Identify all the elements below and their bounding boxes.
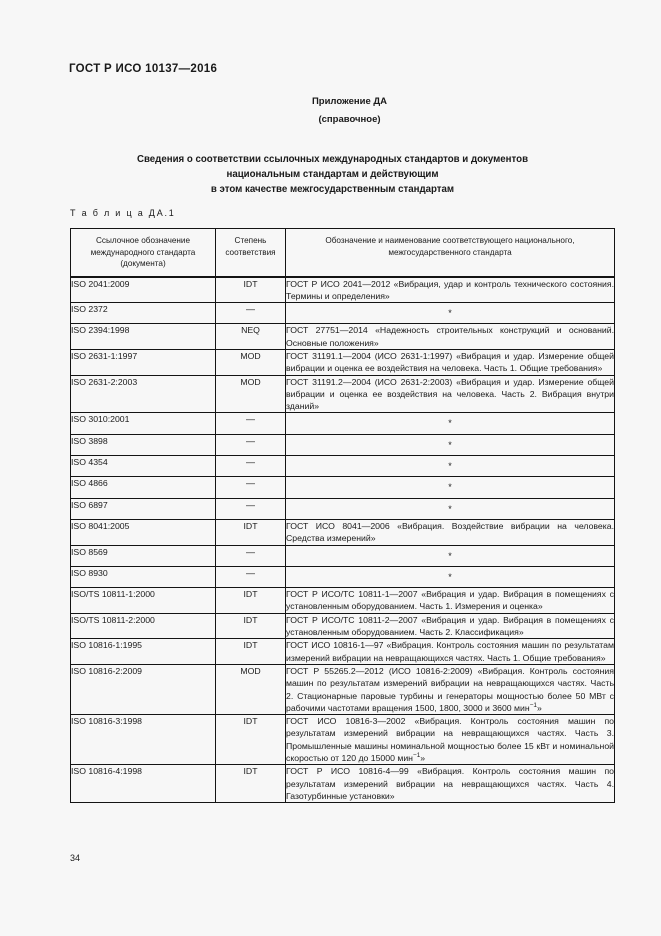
table-row	[71, 413, 615, 434]
asterisk-symbol: *	[448, 418, 452, 429]
page-title-line-2: национальным стандартам и действующим	[226, 169, 439, 180]
cell-national: ГОСТ Р ИСО 10816-4—99 «Вибрация. Контроль состояния машин по результатам измерений вибрации на невращающихся частях. Часть 4. Газотурбинные установки»	[286, 766, 614, 801]
cell-national-asterisk	[286, 303, 615, 324]
table-row	[71, 277, 615, 303]
cell-degree: MOD	[216, 664, 286, 714]
cell-reference: ISO 10816-4:1998	[71, 765, 216, 803]
table-row	[71, 477, 615, 498]
table-row	[71, 498, 615, 519]
cell-degree: IDT	[216, 613, 286, 639]
cell-national: ГОСТ ИСО 10816-3—2002 «Вибрация. Контроль состояния машин по результатам измерений вибрации на невращающихся частях. Часть 3. Промышленные машины номинальной мощностью более 15 кВт и номинальной скоростью от 120 до 15000 мин$^{-1}$»	[286, 716, 614, 763]
cell-degree: IDT	[216, 588, 286, 614]
table-row	[71, 349, 615, 375]
cell-reference: ISO 8569	[71, 545, 216, 566]
column-header-reference-line-3: (документа)	[120, 259, 166, 268]
cell-degree: IDT	[216, 519, 286, 545]
table-row	[71, 375, 615, 413]
asterisk-symbol: *	[448, 308, 452, 319]
table-row	[71, 303, 615, 324]
dash-symbol: —	[246, 546, 255, 557]
cell-reference: ISO/TS 10811-2:2000	[71, 613, 216, 639]
cell-degree: IDT	[216, 765, 286, 803]
cell-national: ГОСТ Р ИСО/ТС 10811-1—2007 «Вибрация и удар. Вибрация в помещениях с установленным оборудованием. Часть 1. Измерения и оценка»	[286, 589, 614, 612]
cell-degree: NEQ	[216, 324, 286, 350]
cell-reference: ISO 4866	[71, 477, 216, 498]
correspondence-table	[70, 228, 615, 803]
dash-symbol: —	[246, 478, 255, 489]
cell-reference: ISO 8930	[71, 566, 216, 587]
column-header-national-line-2: межгосударственного стандарта	[388, 247, 512, 257]
superscript-minus-one: −1	[529, 701, 537, 709]
cell-degree: IDT	[216, 715, 286, 765]
dash-symbol: —	[246, 414, 255, 425]
column-header-reference-line-1: Ссылочное обозначение	[95, 236, 191, 245]
dash-symbol: —	[246, 567, 255, 578]
cell-reference: ISO 10816-3:1998	[71, 715, 216, 765]
dash-symbol: —	[246, 457, 255, 468]
cell-national: ГОСТ 27751—2014 «Надежность строительных конструкций и оснований. Основные положения»	[286, 325, 614, 348]
table-row	[71, 765, 615, 803]
cell-reference: ISO 2041:2009	[71, 277, 216, 303]
cell-national: ГОСТ ИСО 8041—2006 «Вибрация. Воздействие вибрации на человека. Средства измерений»	[286, 520, 614, 544]
table-row	[71, 613, 615, 639]
cell-national-asterisk	[286, 456, 615, 477]
table-row	[71, 324, 615, 350]
cell-degree	[216, 303, 286, 324]
annex-subtitle: (справочное)	[318, 114, 381, 125]
cell-degree	[216, 498, 286, 519]
column-header-reference-line-2: международного стандарта	[90, 247, 196, 257]
table-body	[71, 277, 615, 803]
cell-reference: ISO 6897	[71, 498, 216, 519]
cell-national: ГОСТ Р 55265.2—2012 (ИСО 10816-2:2009) «Вибрация. Контроль состояния машин по результатам измерений вибрации на невращающихся частях. Часть 2. Стационарные паровые турбины и генераторы мощностью более 50 МВт с рабочими частотами вращения 1500, 1800, 3000 и 3600 мин$^{-1}$»	[286, 665, 614, 713]
column-header-national-line-1: Обозначение и наименование соответствующего национального,	[325, 236, 575, 245]
cell-degree	[216, 566, 286, 587]
cell-national-asterisk	[286, 545, 615, 566]
asterisk-symbol: *	[448, 503, 452, 514]
standard-designation-header: ГОСТ Р ИСО 10137—2016	[69, 63, 218, 75]
cell-degree: IDT	[216, 639, 286, 665]
dash-symbol: —	[246, 499, 255, 510]
cell-national: ГОСТ Р ИСО 2041—2012 «Вибрация, удар и контроль технического состояния. Термины и определения»	[286, 278, 614, 301]
table-row	[71, 434, 615, 455]
cell-degree: IDT	[216, 277, 286, 303]
column-header-reference	[71, 229, 216, 277]
column-header-national	[286, 229, 615, 277]
cell-reference: ISO 3010:2001	[71, 413, 216, 434]
page-title	[60, 152, 605, 197]
cell-national: ГОСТ Р ИСО/ТС 10811-2—2007 «Вибрация и удар. Вибрация в помещениях с установленным оборудованием. Часть 2. Классификация»	[286, 614, 614, 638]
cell-reference: ISO 3898	[71, 434, 216, 455]
table-row	[71, 715, 615, 765]
cell-national-asterisk	[286, 477, 615, 498]
cell-reference: ISO 8041:2005	[71, 519, 216, 545]
table-header-row	[71, 229, 615, 277]
annex-heading	[0, 93, 661, 129]
cell-reference: ISO 2394:1998	[71, 324, 216, 350]
cell-reference: ISO 10816-2:2009	[71, 664, 216, 714]
annex-title: Приложение ДА	[311, 96, 388, 107]
cell-national-asterisk	[286, 434, 615, 455]
table-row	[71, 519, 615, 545]
cell-degree: MOD	[216, 349, 286, 375]
page-title-line-1: Сведения о соответствии ссылочных международных стандартов и документов	[136, 154, 529, 165]
asterisk-symbol: *	[448, 482, 452, 493]
cell-degree	[216, 456, 286, 477]
cell-national: ГОСТ ИСО 10816-1—97 «Вибрация. Контроль состояния машин по результатам измерений вибрации на невращающихся частях. Часть 1. Общие требования»	[286, 640, 614, 663]
superscript-minus-one: −1	[412, 752, 421, 760]
table-row	[71, 545, 615, 566]
asterisk-symbol: *	[448, 571, 452, 582]
cell-reference: ISO 10816-1:1995	[71, 639, 216, 665]
cell-reference: ISO 2631-2:2003	[71, 375, 216, 413]
column-header-degree-line-2: соответствия	[225, 247, 276, 257]
cell-reference: ISO 2631-1:1997	[71, 349, 216, 375]
cell-reference: ISO 2372	[71, 303, 216, 324]
table-row	[71, 639, 615, 665]
asterisk-symbol: *	[448, 550, 452, 561]
column-header-degree	[216, 229, 286, 277]
table-caption: Т а б л и ц а ДА.1	[70, 208, 176, 218]
cell-degree	[216, 434, 286, 455]
cell-national: ГОСТ 31191.1—2004 (ИСО 2631-1:1997) «Вибрация и удар. Измерение общей вибрации и оценка ее воздействия на человека. Часть 1. Общие требования»	[286, 350, 614, 374]
page-number: 34	[70, 853, 81, 863]
cell-degree: MOD	[216, 375, 286, 413]
table-row	[71, 566, 615, 587]
cell-degree	[216, 477, 286, 498]
table-row	[71, 664, 615, 714]
table-row	[71, 456, 615, 477]
asterisk-symbol: *	[448, 439, 452, 450]
table-row	[71, 588, 615, 614]
dash-symbol: —	[246, 304, 255, 315]
cell-degree	[216, 413, 286, 434]
cell-national-asterisk	[286, 498, 615, 519]
page-title-line-3: в этом качестве межгосударственным стандартам	[210, 184, 455, 195]
cell-reference: ISO/TS 10811-1:2000	[71, 588, 216, 614]
cell-degree	[216, 545, 286, 566]
cell-reference: ISO 4354	[71, 456, 216, 477]
dash-symbol: —	[246, 435, 255, 446]
cell-national-asterisk	[286, 413, 615, 434]
column-header-degree-line-1: Степень	[234, 236, 267, 245]
cell-national: ГОСТ 31191.2—2004 (ИСО 2631-2:2003) «Вибрация и удар. Измерение общей вибрации и оценка ее воздействия на человека. Часть 2. Вибрация внутри зданий»	[286, 376, 614, 412]
asterisk-symbol: *	[448, 461, 452, 472]
cell-national-asterisk	[286, 566, 615, 587]
